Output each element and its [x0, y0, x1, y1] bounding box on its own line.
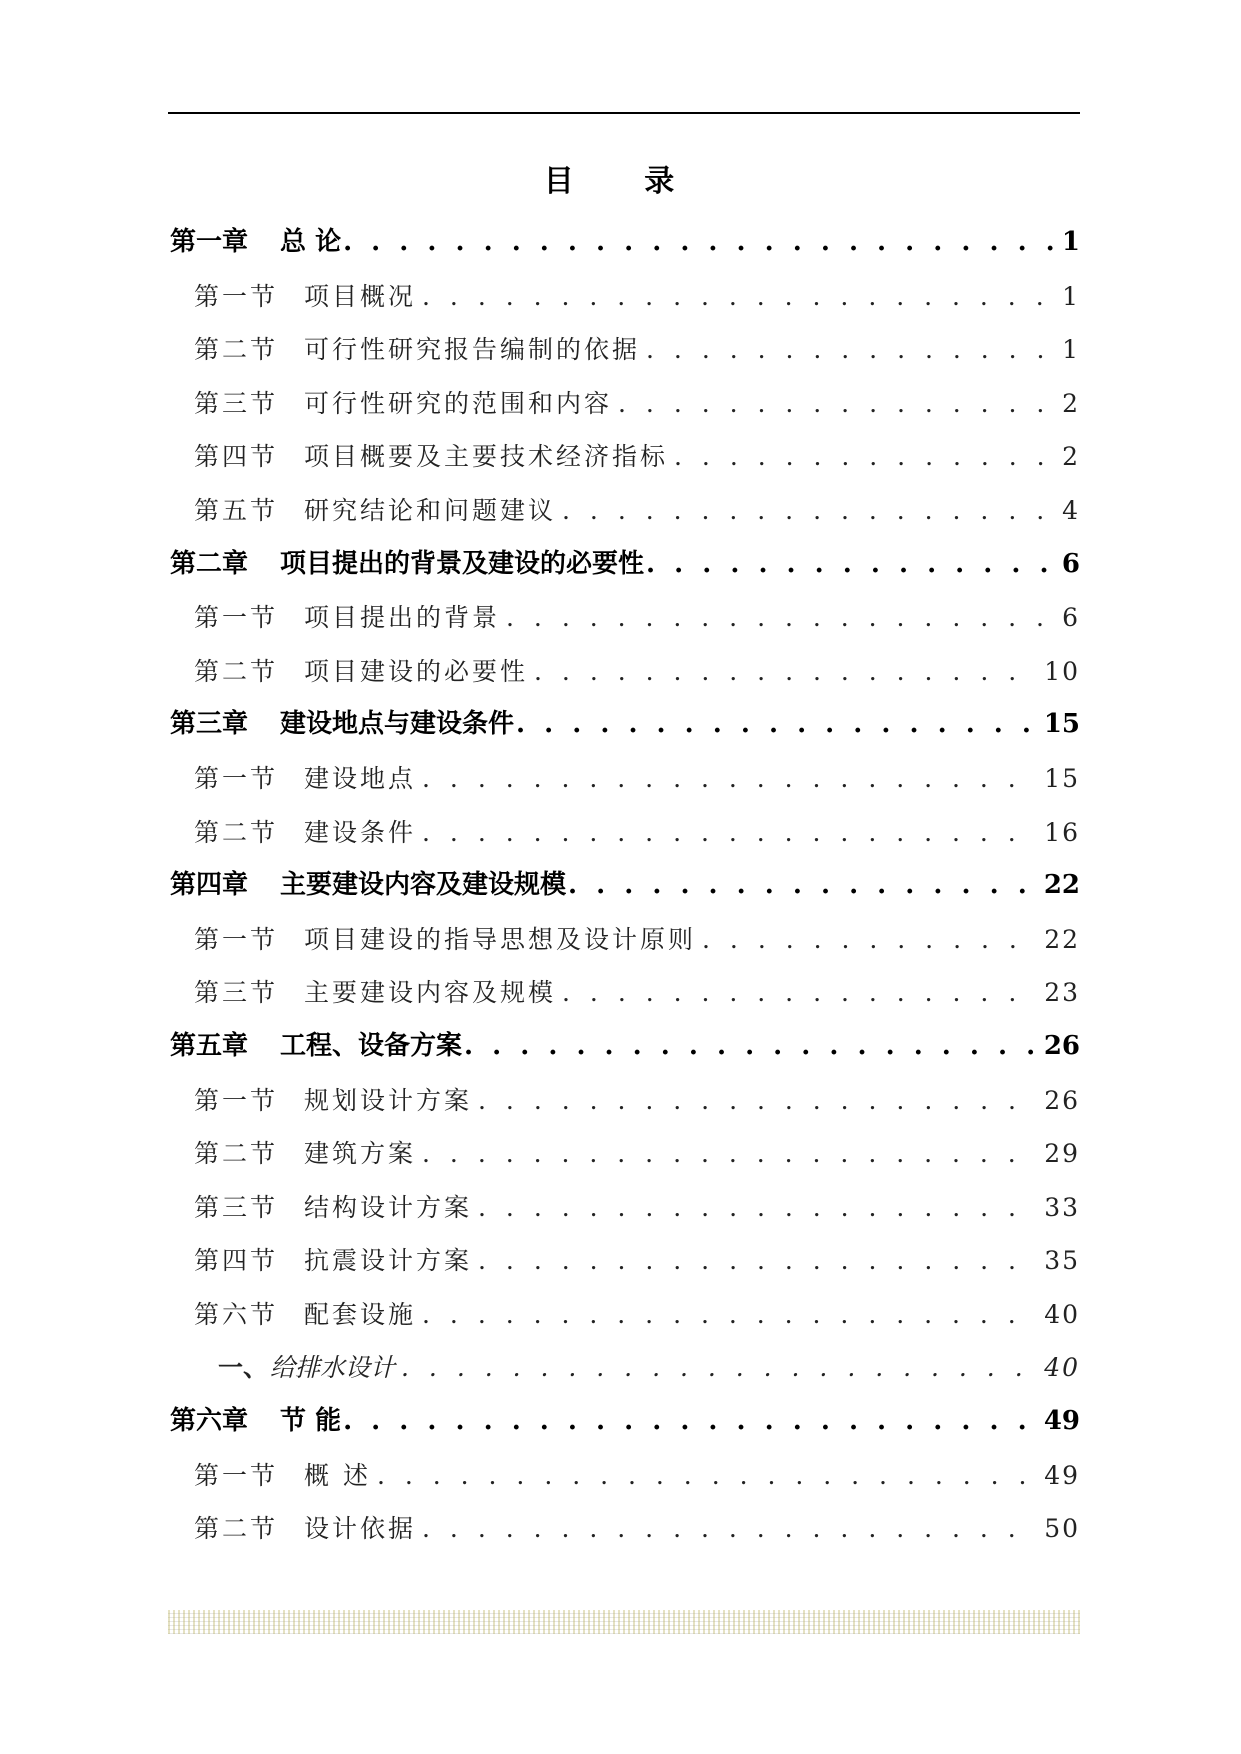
- dot-leader: [478, 1181, 1038, 1235]
- toc-entry-number: 第一章: [170, 227, 249, 257]
- toc-entry-page: 1: [1061, 227, 1080, 257]
- toc-entry-page: 33: [1044, 1192, 1080, 1222]
- toc-entry-number: 第六节: [194, 1299, 279, 1329]
- toc-entry-label: 结构设计方案: [304, 1192, 473, 1222]
- toc-entry-page: 29: [1044, 1139, 1080, 1169]
- dot-leader: [343, 1395, 1038, 1449]
- toc-entry-number: 第三节: [194, 978, 279, 1008]
- toc-entry-subsection[interactable]: [168, 1341, 1080, 1395]
- toc-entry-label: 可行性研究报告编制的依据: [304, 335, 641, 365]
- toc-entry-label: 项目概要及主要技术经济指标: [304, 442, 669, 472]
- toc-entry-page: 2: [1062, 388, 1080, 418]
- toc-entry-number: 第二节: [194, 1514, 279, 1544]
- toc-entry-label: 项目建设的指导思想及设计原则: [304, 924, 697, 954]
- toc-entry-number: 一、: [218, 1353, 269, 1383]
- toc-entry-section[interactable]: [168, 430, 1080, 484]
- toc-entry-number: 第二节: [194, 817, 279, 847]
- toc-entry-label: 建筑方案: [304, 1139, 417, 1169]
- toc-entry-number: 第二节: [194, 656, 279, 686]
- toc-entry-number: 第四节: [194, 442, 279, 472]
- toc-entry-chapter[interactable]: [168, 216, 1080, 270]
- toc-entry-section[interactable]: [168, 1234, 1080, 1288]
- dot-leader: [478, 1234, 1038, 1288]
- toc-entry-label: 主要建设内容及建设规模: [280, 870, 567, 901]
- toc-entry-label: 可行性研究的范围和内容: [304, 388, 613, 418]
- dot-leader: [674, 430, 1056, 484]
- dot-leader: [401, 1341, 1038, 1395]
- toc-entry-label: 项目提出的背景: [304, 603, 501, 633]
- dot-leader: [478, 1074, 1038, 1128]
- toc-entry-label: 工程、设备方案: [280, 1030, 463, 1061]
- toc-entry-section[interactable]: [168, 1502, 1080, 1556]
- toc-entry-page: 26: [1043, 1030, 1080, 1061]
- toc-entry-section[interactable]: [168, 591, 1080, 645]
- dot-leader: [343, 216, 1056, 270]
- toc-entry-number: 第三节: [194, 388, 279, 418]
- toc-entry-label: 建设条件: [304, 817, 417, 847]
- toc-entry-section[interactable]: [168, 377, 1080, 431]
- toc-entry-page: 6: [1061, 548, 1080, 579]
- toc-entry-label: 抗震设计方案: [304, 1246, 473, 1276]
- dot-leader: [506, 591, 1056, 645]
- toc-entry-number: 第二节: [194, 1139, 279, 1169]
- toc-entry-page: 2: [1062, 442, 1080, 472]
- toc-entry-page: 6: [1062, 603, 1080, 633]
- toc-entry-label: 节 能: [280, 1406, 342, 1437]
- dot-leader: [422, 806, 1038, 860]
- toc-title: 目 录: [543, 164, 705, 199]
- toc-entry-number: 第一节: [194, 763, 279, 793]
- toc-entry-page: 40: [1044, 1299, 1080, 1329]
- toc-entry-chapter[interactable]: [168, 1020, 1080, 1074]
- toc-entry-page: 15: [1044, 763, 1080, 793]
- toc-entry-label: 主要建设内容及规模: [304, 978, 557, 1008]
- dot-leader: [702, 913, 1038, 967]
- toc-entry-label: 项目建设的必要性: [304, 656, 529, 686]
- toc-entry-number: 第三章: [170, 709, 249, 740]
- dot-leader: [646, 538, 1056, 592]
- toc-entry-label: 给排水设计: [270, 1353, 396, 1383]
- dot-leader: [422, 1288, 1038, 1342]
- toc-entry-number: 第一节: [194, 1460, 279, 1490]
- toc-entry-section[interactable]: [168, 645, 1080, 699]
- toc-entry-label: 概 述: [304, 1460, 371, 1490]
- dot-leader: [562, 966, 1038, 1020]
- toc-entry-section[interactable]: [168, 1127, 1080, 1181]
- toc-entry-page: 49: [1044, 1460, 1080, 1490]
- dot-leader: [422, 752, 1038, 806]
- dot-leader: [534, 645, 1038, 699]
- toc-entry-number: 第五章: [170, 1030, 249, 1061]
- toc-entry-number: 第六章: [170, 1406, 249, 1437]
- dot-leader: [516, 698, 1038, 752]
- dot-leader: [464, 1020, 1038, 1074]
- toc-entry-page: 15: [1043, 709, 1080, 740]
- toc-entry-page: 1: [1062, 335, 1080, 365]
- toc-entry-section[interactable]: [168, 806, 1080, 860]
- dot-leader: [568, 859, 1038, 913]
- toc-entry-label: 配套设施: [304, 1299, 417, 1329]
- toc-entry-number: 第二节: [194, 335, 279, 365]
- toc-entry-chapter[interactable]: [168, 1395, 1080, 1449]
- toc-entry-number: 第一节: [194, 603, 279, 633]
- toc-entry-label: 项目提出的背景及建设的必要性: [280, 548, 645, 579]
- toc-entry-chapter[interactable]: [168, 859, 1080, 913]
- toc-entry-section[interactable]: [168, 1288, 1080, 1342]
- toc-entry-page: 1: [1062, 281, 1080, 311]
- toc-entry-label: 总 论: [280, 227, 342, 257]
- toc-entry-section[interactable]: [168, 752, 1080, 806]
- toc-entry-chapter[interactable]: [168, 538, 1080, 592]
- dot-leader: [618, 377, 1056, 431]
- toc-entry-number: 第二章: [170, 548, 249, 579]
- toc-entry-page: 16: [1044, 817, 1080, 847]
- toc-entry-label: 建设地点与建设条件: [280, 709, 515, 740]
- toc-entry-number: 第四节: [194, 1246, 279, 1276]
- toc-entry-label: 研究结论和问题建议: [304, 495, 557, 525]
- toc-entry-page: 40: [1044, 1353, 1080, 1383]
- toc-entry-section[interactable]: [168, 270, 1080, 324]
- toc-entry-page: 49: [1043, 1406, 1080, 1437]
- toc-entry-number: 第五节: [194, 495, 279, 525]
- toc-entry-page: 22: [1043, 870, 1080, 901]
- toc-entry-number: 第一节: [194, 924, 279, 954]
- toc-entry-number: 第一节: [194, 1085, 279, 1115]
- toc-entry-section[interactable]: [168, 1181, 1080, 1235]
- toc-entry-chapter[interactable]: [168, 698, 1080, 752]
- toc-entry-page: 26: [1044, 1085, 1080, 1115]
- header-rule: [168, 112, 1080, 114]
- toc-entry-section[interactable]: [168, 323, 1080, 377]
- dot-leader: [562, 484, 1056, 538]
- dot-leader: [422, 1127, 1038, 1181]
- table-of-contents: [168, 216, 1080, 1556]
- toc-entry-page: 4: [1062, 495, 1080, 525]
- dot-leader: [646, 323, 1056, 377]
- toc-entry-number: 第一节: [194, 281, 279, 311]
- toc-entry-page: 10: [1044, 656, 1080, 686]
- dot-leader: [422, 1502, 1038, 1556]
- toc-entry-section[interactable]: [168, 484, 1080, 538]
- dot-leader: [422, 270, 1056, 324]
- toc-entry-page: 50: [1044, 1514, 1080, 1544]
- toc-entry-section[interactable]: [168, 1074, 1080, 1128]
- toc-entry-section[interactable]: [168, 966, 1080, 1020]
- toc-entry-page: 23: [1044, 978, 1080, 1008]
- toc-entry-label: 建设地点: [304, 763, 417, 793]
- toc-entry-section[interactable]: [168, 913, 1080, 967]
- dot-leader: [377, 1449, 1038, 1503]
- toc-entry-label: 设计依据: [304, 1514, 417, 1544]
- toc-entry-section[interactable]: [168, 1449, 1080, 1503]
- toc-entry-number: 第四章: [170, 870, 249, 901]
- toc-entry-number: 第三节: [194, 1192, 279, 1222]
- toc-entry-label: 规划设计方案: [304, 1085, 473, 1115]
- toc-entry-label: 项目概况: [304, 281, 417, 311]
- footer-watermark-noise: [168, 1610, 1080, 1634]
- toc-entry-page: 35: [1044, 1246, 1080, 1276]
- toc-entry-page: 22: [1044, 924, 1080, 954]
